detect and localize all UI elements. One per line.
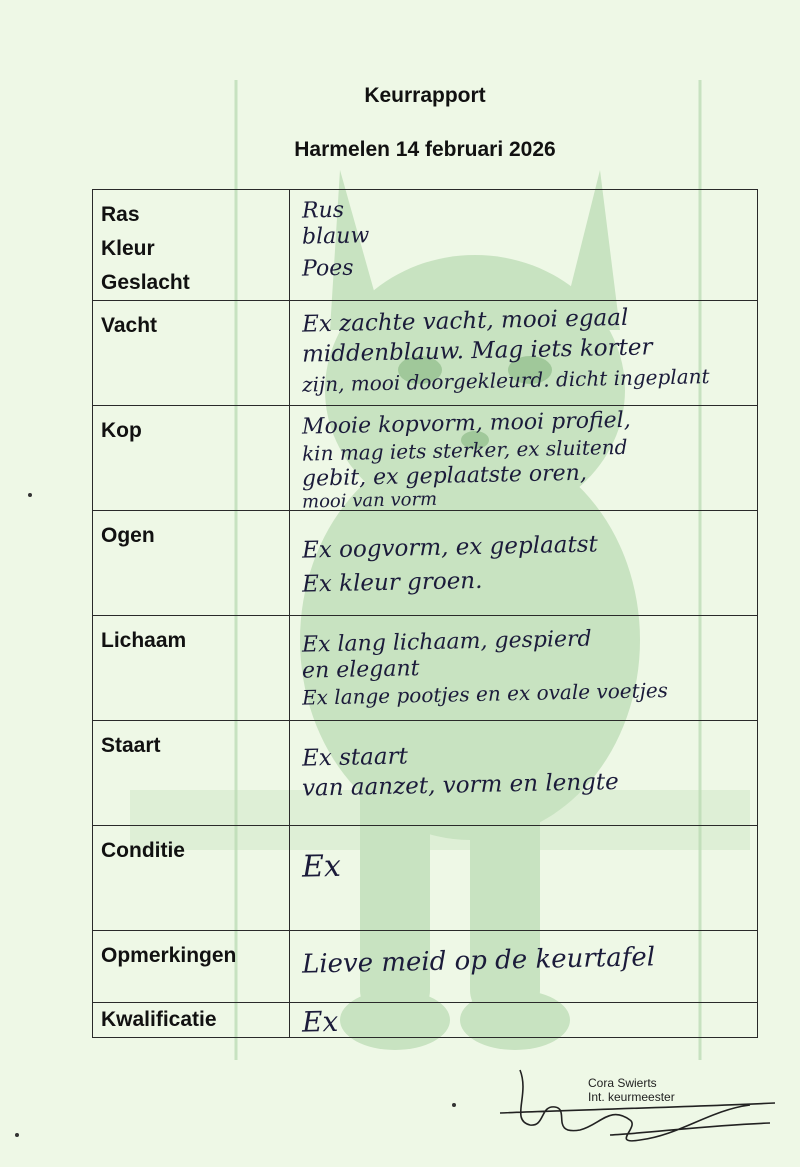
table-row	[93, 301, 758, 406]
handwritten-line: Ex lange pootjes en ex ovale voetjes	[301, 677, 669, 710]
row-value	[290, 301, 758, 406]
label-kleur: Kleur	[101, 237, 155, 260]
report-table	[92, 189, 758, 1038]
handwritten-line: Ex kleur groen.	[301, 567, 483, 598]
label-opmerkingen: Opmerkingen	[93, 931, 290, 1003]
signer-role: Int. keurmeester	[588, 1090, 675, 1104]
row-label	[93, 190, 290, 301]
handwritten-conditie: Ex	[301, 848, 342, 885]
scan-speck	[28, 493, 32, 497]
handwritten-line: zijn, mooi doorgekleurd. dicht ingeplant	[301, 364, 710, 397]
handwritten-kwalificatie: Ex	[301, 1004, 339, 1039]
row-value	[290, 721, 758, 826]
handwritten-opmerkingen: Lieve meid op de keurtafel	[301, 942, 656, 980]
handwritten-line: gebit, ex geplaatste oren,	[301, 460, 588, 492]
report-subtitle: Harmelen 14 februari 2026	[294, 138, 556, 161]
table-row	[93, 931, 758, 1003]
label-geslacht: Geslacht	[101, 271, 190, 294]
label-lichaam: Lichaam	[93, 616, 290, 721]
handwritten-line: mooi van vorm	[301, 488, 438, 513]
handwritten-line: en elegant	[301, 656, 420, 684]
report-title: Keurrapport	[364, 84, 486, 107]
row-value	[290, 1003, 758, 1038]
table-row	[93, 721, 758, 826]
row-value	[290, 826, 758, 931]
table-row	[93, 1003, 758, 1038]
label-vacht: Vacht	[93, 301, 290, 406]
label-ras: Ras	[101, 203, 140, 226]
label-ogen: Ogen	[93, 511, 290, 616]
handwritten-geslacht: Poes	[301, 255, 354, 282]
handwritten-line: Ex lang lichaam, gespierd	[301, 626, 592, 658]
table-row	[93, 511, 758, 616]
handwritten-kleur: blauw	[301, 223, 370, 250]
handwritten-line: Ex oogvorm, ex geplaatst	[301, 531, 599, 564]
row-value	[290, 931, 758, 1003]
row-value	[290, 511, 758, 616]
signature-block	[588, 1076, 675, 1104]
handwritten-line: Mooie kopvorm, mooi profiel,	[301, 407, 631, 440]
row-value	[290, 616, 758, 721]
table-row	[93, 406, 758, 511]
scan-speck	[15, 1133, 19, 1137]
label-kop: Kop	[93, 406, 290, 511]
row-value	[290, 190, 758, 301]
handwritten-line: van aanzet, vorm en lengte	[301, 769, 619, 802]
label-staart: Staart	[93, 721, 290, 826]
scan-speck	[452, 1103, 456, 1107]
signer-name: Cora Swierts	[588, 1076, 657, 1090]
table-row	[93, 190, 758, 301]
table-row	[93, 826, 758, 931]
handwritten-line: Ex zachte vacht, mooi egaal	[301, 304, 629, 338]
handwritten-line: Ex staart	[301, 743, 409, 772]
handwritten-ras: Rus	[301, 197, 345, 224]
row-value	[290, 406, 758, 511]
handwritten-line: middenblauw. Mag iets korter	[301, 334, 653, 368]
table-row	[93, 616, 758, 721]
label-kwalificatie: Kwalificatie	[93, 1003, 290, 1038]
handwritten-line: kin mag iets sterker, ex sluitend	[301, 434, 628, 466]
label-conditie: Conditie	[93, 826, 290, 931]
